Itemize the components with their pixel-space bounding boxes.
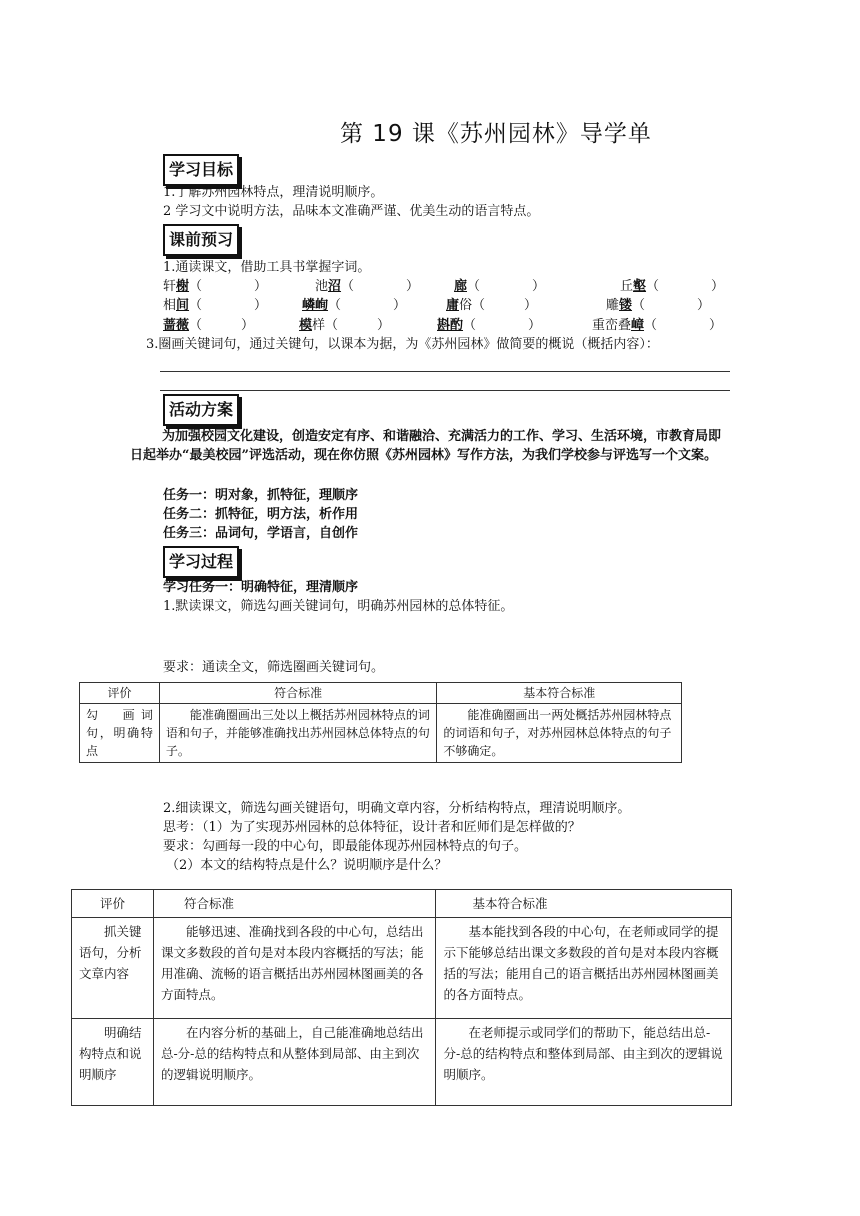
think-2: （2）本文的结构特点是什么？说明顺序是什么？ — [166, 858, 448, 873]
section-heading-preview: 课前预习 — [163, 224, 239, 256]
vocab-word: 池沼（ ） — [315, 279, 420, 294]
table-cell: 抓关键语句，分析文章内容 — [72, 918, 154, 1019]
table-cell: 勾 画词句，明确特点 — [80, 704, 160, 763]
table-cell: 在内容分析的基础上，自己能准确地总结出总-分-总的结构特点和从整体到局部、由主到次的逻辑说明顺序。 — [153, 1019, 436, 1106]
table-header: 符合标准 — [153, 890, 436, 918]
vocab-word: 斟酌（ ） — [437, 318, 542, 333]
section-heading-process: 学习过程 — [163, 546, 239, 578]
vocab-word: 相间（ ） — [163, 298, 268, 313]
table-cell: 明确结构特点和说明顺序 — [72, 1019, 154, 1106]
vocab-word: 轩榭（ ） — [163, 279, 268, 294]
vocab-word: 嶙峋（ ） — [302, 298, 407, 313]
table-header: 评价 — [72, 890, 154, 918]
table-cell: 能够迅速、准确找到各段的中心句，总结出课文多数段的首句是对本段内容概括的写法；能用准确、流畅的语言概括出苏州园林图画美的各方面特点。 — [153, 918, 436, 1019]
task-item: 任务一：明对象，抓特征，理顺序 — [163, 488, 359, 503]
goal-item: 2 学习文中说明方法，品味本文准确严谨、优美生动的语言特点。 — [163, 204, 540, 219]
task-item: 任务二：抓特征，明方法，析作用 — [163, 507, 359, 522]
section-heading-activity: 活动方案 — [163, 394, 239, 426]
requirement-2: 要求：勾画每一段的中心句，即最能体现苏州园林特点的句子。 — [163, 839, 528, 854]
table-cell: 基本能找到各段的中心句，在老师或同学的提示下能够总结出课文多数段的首句是对本段内容概括的写法；能用自己的语言概括出苏州园林图画美的各方面特点。 — [436, 918, 732, 1019]
table-cell: 能准确圈画出三处以上概括苏州园林特点的词语和句子，并能够准确找出苏州园林总体特点的句子。 — [159, 704, 437, 763]
table-row — [72, 1019, 732, 1106]
table-cell: 能准确圈画出一两处概括苏州园林特点的词语和句子，对苏州园林总体特点的句子不够确定。 — [437, 704, 682, 763]
question-2: 2.细读课文，筛选勾画关键语句，明确文章内容，分析结构特点，理清说明顺序。 — [163, 801, 631, 816]
table-header: 符合标准 — [159, 683, 437, 704]
vocab-word: 雕镂（ ） — [606, 298, 711, 313]
vocab-word: 丘壑（ ） — [620, 279, 725, 294]
page-title: 第 19 课《苏州园林》导学单 — [340, 121, 652, 147]
section-heading-goals: 学习目标 — [163, 154, 239, 186]
table-header: 基本符合标准 — [436, 890, 732, 918]
goal-item: 1.了解苏州园林特点，理清说明顺序。 — [163, 185, 384, 200]
activity-intro: 为加强校园文化建设，创造安定有序、和谐融洽、充满活力的工作、学习、生活环境，市教育局即日起举办“最美校园”评选活动，现在你仿照《苏州园林》写作方法，为我们学校参与评选写一个文案。 — [130, 429, 722, 463]
requirement-1: 要求：通读全文，筛选圈画关键词句。 — [163, 660, 385, 675]
vocab-word: 庸俗（ ） — [446, 298, 538, 313]
answer-line — [160, 390, 730, 391]
table-cell: 在老师提示或同学们的帮助下，能总结出总-分-总的结构特点和整体到局部、由主到次的逻辑说明顺序。 — [436, 1019, 732, 1106]
vocab-word: 廊（ ） — [454, 279, 546, 294]
task1-title: 学习任务一：明确特征，理清顺序 — [163, 580, 359, 595]
table-row — [72, 918, 732, 1019]
table-row — [80, 704, 682, 763]
preview-item-3: 3.圈画关键词句，通过关键句，以课本为据，为《苏州园林》做简要的概说（概括内容）： — [146, 337, 659, 352]
vocab-word: 模样（ ） — [299, 318, 391, 333]
vocab-word: 蔷薇（ ） — [163, 318, 255, 333]
rubric-table-1 — [79, 682, 682, 763]
question-1: 1.默读课文，筛选勾画关键词句，明确苏州园林的总体特征。 — [163, 599, 514, 614]
answer-line — [160, 371, 730, 372]
table-header: 基本符合标准 — [437, 683, 682, 704]
preview-item-1: 1.通读课文，借助工具书掌握字词。 — [163, 260, 371, 275]
task-item: 任务三：品词句，学语言，自创作 — [163, 526, 359, 541]
table-header: 评价 — [80, 683, 160, 704]
rubric-table-2 — [71, 889, 732, 1106]
think-1: 思考：（1）为了实现苏州园林的总体特征，设计者和匠师们是怎样做的？ — [163, 820, 581, 835]
vocab-word: 重峦叠嶂（ ） — [592, 318, 723, 333]
